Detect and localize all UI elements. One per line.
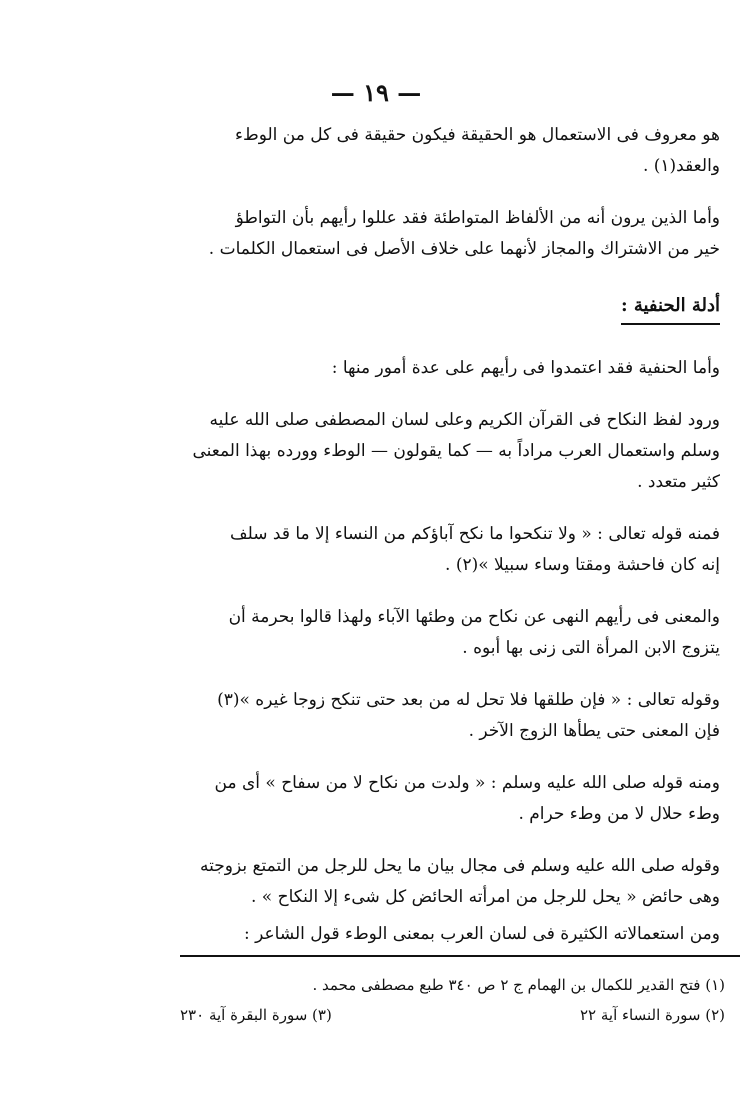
text-line: وطء حلال لا من وطء حرام . [518, 804, 720, 824]
text-line: كثير متعدد . [637, 472, 720, 492]
text-line: وقوله تعالى : « فإن طلقها فلا تحل له من بعد حتى تنكح زوجا غيره »(٣) [217, 690, 720, 710]
text-line: فإن المعنى حتى يطأها الزوج الآخر . [468, 721, 720, 741]
section-heading: أدلة الحنفية : [621, 290, 720, 325]
section-heading-wrap [172, 286, 720, 353]
text-line: فمنه قوله تعالى : « ولا تنكحوا ما نكح آباؤكم من النساء إلا ما قد سلف [230, 524, 720, 544]
paragraph-5 [172, 519, 720, 581]
text-line: وسلم واستعمال العرب مراداً به — كما يقولون — الوطء وورده بهذا المعنى [192, 441, 720, 461]
text-line: ورود لفظ النكاح فى القرآن الكريم وعلى لسان المصطفى صلى الله عليه [209, 410, 720, 430]
paragraph-4 [172, 405, 720, 498]
footnote-row [180, 1000, 725, 1030]
paragraph-6 [172, 602, 720, 664]
paragraph-10 [172, 919, 720, 950]
text-line: خير من الاشتراك والمجاز لأنهما على خلاف الأصل فى استعمال الكلمات . [208, 239, 720, 259]
text-line: وأما الذين يرون أنه من الألفاظ المتواطئة فقد عللوا رأيهم بأن التواطؤ [235, 208, 720, 228]
footnote-1: (١) فتح القدير للكمال بن الهمام ج ٢ ص ٣٤٠ طبع مصطفى محمد . [312, 976, 725, 994]
text-line: وهى حائض « يحل للرجل من امرأته الحائض كل شىء إلا النكاح » . [250, 887, 720, 907]
text-line: إنه كان فاحشة ومقتا وساء سبيلا »(٢) . [445, 555, 720, 575]
paragraph-2 [172, 203, 720, 265]
text-line: يتزوج الابن المرأة التى زنى بها أبوه . [462, 638, 720, 658]
footnote-divider [180, 955, 740, 957]
paragraph-7 [172, 685, 720, 747]
text-line: والعقد(١) . [642, 156, 720, 176]
page-number: — ١٩ — [330, 78, 422, 107]
text-line: والمعنى فى رأيهم النهى عن نكاح من وطئها الآباء ولهذا قالوا بحرمة أن [228, 607, 720, 627]
main-text [172, 120, 720, 971]
text-line: وقوله صلى الله عليه وسلم فى مجال بيان ما يحل للرجل من التمتع بزوجته [200, 856, 720, 876]
text-line: ومن استعمالاته الكثيرة فى لسان العرب بمعنى الوطء قول الشاعر : [244, 924, 720, 944]
text-line: ومنه قوله صلى الله عليه وسلم : « ولدت من نكاح لا من سفاح » أى من [214, 773, 720, 793]
paragraph-3 [172, 353, 720, 384]
footnote-3: (٣) سورة البقرة آية ٢٣٠ [180, 1006, 332, 1024]
footnote-2: (٢) سورة النساء آية ٢٢ [579, 1006, 725, 1024]
paragraph-8 [172, 768, 720, 830]
paragraph-9 [172, 851, 720, 913]
footnotes [180, 970, 725, 1030]
paragraph-1 [172, 120, 720, 182]
text-line: وأما الحنفية فقد اعتمدوا فى رأيهم على عدة أمور منها : [331, 358, 720, 378]
text-line: هو معروف فى الاستعمال هو الحقيقة فيكون حقيقة فى كل من الوطء [235, 125, 720, 145]
